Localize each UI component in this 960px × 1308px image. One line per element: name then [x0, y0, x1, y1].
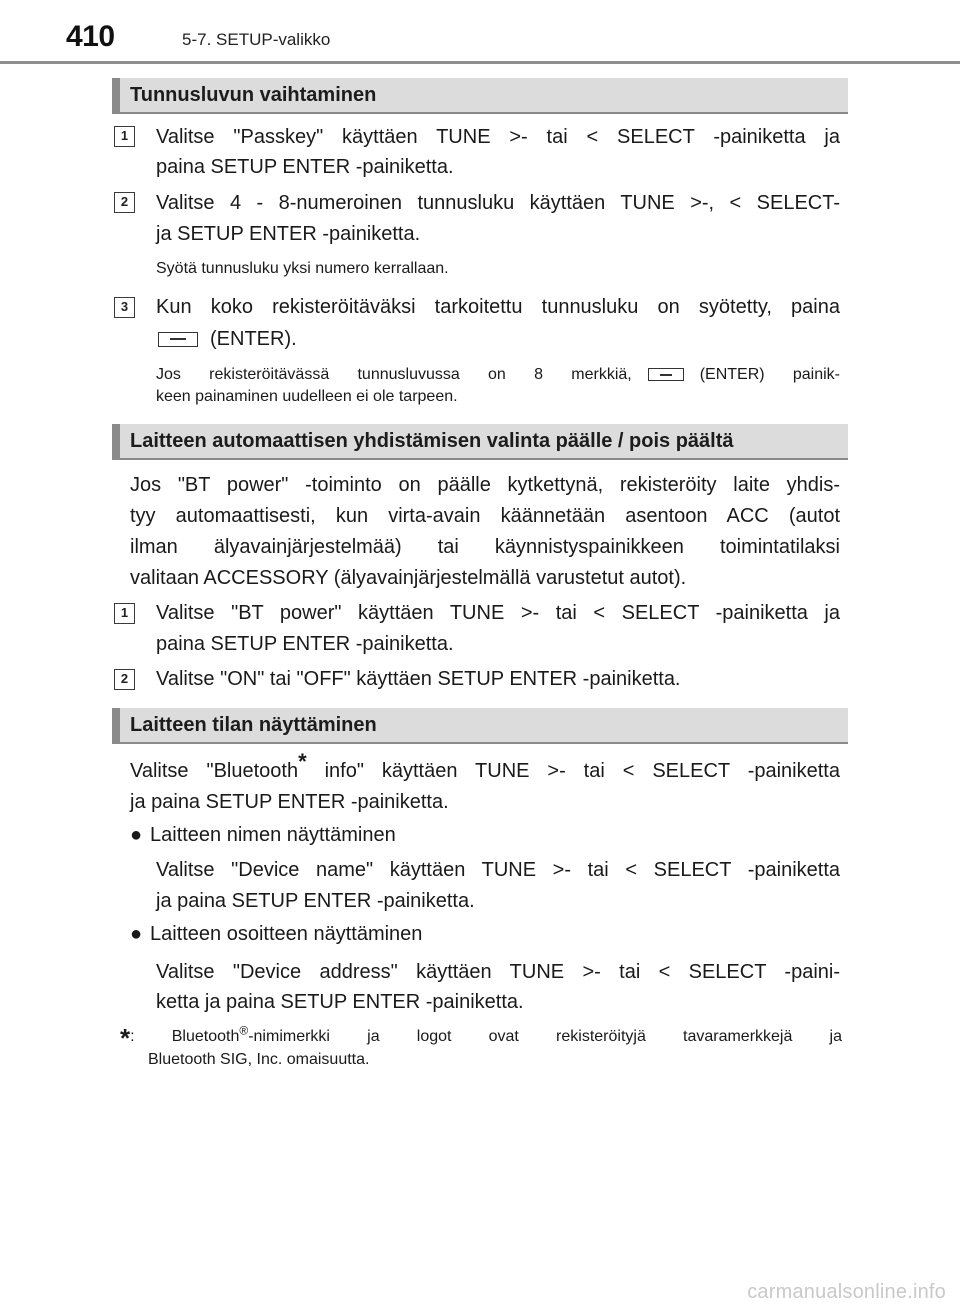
footnote: [120, 1023, 843, 1071]
note-line: keen painaminen uudelleen ei ole tarpeen.: [156, 388, 458, 405]
bullet-icon: ●: [130, 824, 143, 846]
body-text-line: ja paina SETUP ENTER -painiketta.: [130, 791, 449, 813]
page-number: 410: [66, 20, 115, 53]
section-header-auto-connect: [112, 424, 848, 460]
header-divider: [0, 61, 960, 64]
footnote-text: : Bluetooth: [130, 1028, 240, 1045]
section-title: Tunnusluvun vaihtaminen: [130, 84, 377, 106]
body-text-line: Valitse "Device address" käyttäen TUNE >- tai < SELECT -paini-: [156, 961, 840, 983]
note-text: (ENTER) painik-: [699, 366, 840, 383]
step-text-line: Valitse 4 - 8-numeroinen tunnusluku käyttäen TUNE >-, < SELECT-: [156, 192, 840, 214]
bullet-item: [130, 917, 422, 951]
step-text-line: ja SETUP ENTER -painiketta.: [156, 223, 421, 245]
section-accent: [112, 424, 120, 458]
step-note: Syötä tunnusluku yksi numero kerrallaan.: [156, 260, 449, 277]
body-text: Valitse "Bluetooth: [130, 760, 299, 782]
section-accent: [112, 78, 120, 112]
step-text-line: Kun koko rekisteröitäväksi tarkoitettu tunnusluku on syötetty, paina: [156, 296, 840, 318]
enter-button-icon: [648, 368, 684, 381]
note-line: [156, 364, 840, 386]
enter-label: (ENTER).: [210, 328, 297, 350]
step-text-line: Valitse "Passkey" käyttäen TUNE >- tai < SELECT -painiketta ja: [156, 126, 840, 148]
footnote-star: *: [120, 1023, 131, 1053]
body-text: info" käyttäen TUNE >- tai < SELECT -painiketta: [306, 760, 840, 782]
step-number: 1: [114, 126, 135, 147]
step-note: [156, 364, 840, 408]
body-text-line: Valitse "Device name" käyttäen TUNE >- tai < SELECT -painiketta: [156, 859, 840, 881]
body-text-line: [130, 749, 840, 788]
section-header-device-status: [112, 708, 848, 744]
section-title: Laitteen automaattisen yhdistämisen valinta päälle / pois päältä: [130, 430, 734, 452]
bullet-title: Laitteen nimen näyttäminen: [150, 824, 396, 846]
watermark: carmanualsonline.info: [747, 1281, 946, 1303]
bullet-icon: ●: [130, 923, 143, 945]
step-text-line: paina SETUP ENTER -painiketta.: [156, 633, 454, 655]
step-text-line: Valitse "ON" tai "OFF" käyttäen SETUP ENTER -painiketta.: [156, 668, 681, 690]
chapter-title: 5-7. SETUP-valikko: [182, 30, 331, 49]
note-text: Jos rekisteröitävässä tunnusluvussa on 8 merkkiä,: [156, 366, 632, 383]
bullet-title: Laitteen osoitteen näyttäminen: [150, 923, 423, 945]
footnote-text: -nimimerkki ja logot ovat rekisteröityjä tavaramerkkejä ja: [248, 1028, 843, 1045]
step-number: 3: [114, 297, 135, 318]
step-number: 2: [114, 669, 135, 690]
footnote-marker: *: [298, 749, 307, 774]
body-text-line: tyy automaattisesti, kun virta-avain käännetään asentoon ACC (autot: [130, 505, 840, 527]
section-accent: [112, 708, 120, 742]
body-text-line: Jos "BT power" -toiminto on päälle kytkettynä, rekisteröity laite yhdis-: [130, 474, 840, 496]
step-text-line: [156, 322, 840, 356]
section-header-passkey: [112, 78, 848, 114]
footnote-line: Bluetooth SIG, Inc. omaisuutta.: [148, 1051, 370, 1068]
bullet-item: [130, 818, 396, 852]
registered-mark: ®: [239, 1023, 249, 1038]
footnote-line: [120, 1023, 843, 1053]
step-text-line: paina SETUP ENTER -painiketta.: [156, 156, 454, 178]
section-title: Laitteen tilan näyttäminen: [130, 714, 377, 736]
step-number: 2: [114, 192, 135, 213]
body-text-line: ketta ja paina SETUP ENTER -painiketta.: [156, 991, 524, 1013]
step-text-line: Valitse "BT power" käyttäen TUNE >- tai < SELECT -painiketta ja: [156, 602, 840, 624]
enter-button-icon: [158, 332, 198, 347]
body-text-line: valitaan ACCESSORY (älyavainjärjestelmällä varustetut autot).: [130, 567, 687, 589]
body-text-line: ja paina SETUP ENTER -painiketta.: [156, 890, 475, 912]
body-text-line: ilman älyavainjärjestelmää) tai käynnistyspainikkeen toimintatilaksi: [130, 536, 840, 558]
step-number: 1: [114, 603, 135, 624]
